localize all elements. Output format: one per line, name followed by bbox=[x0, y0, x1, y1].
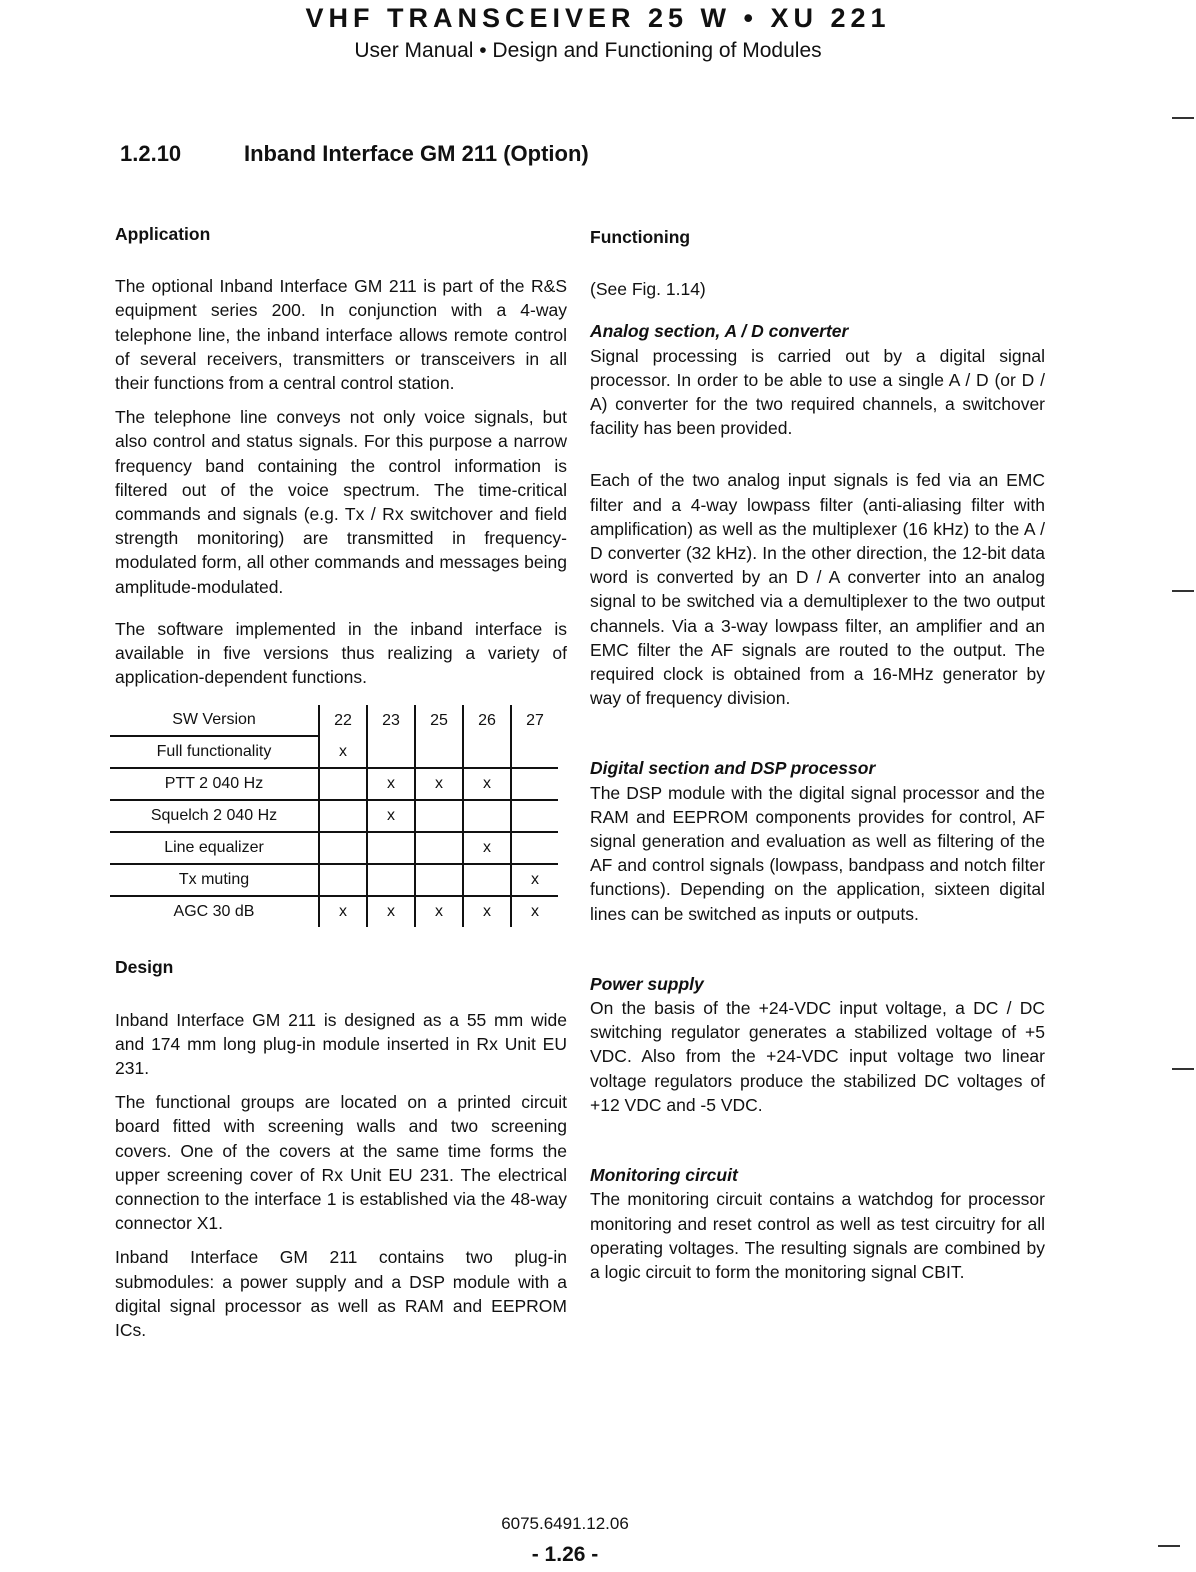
analog-section-heading: Analog section, A / D converter bbox=[590, 321, 849, 342]
row-mark bbox=[319, 832, 367, 864]
row-label: Squelch 2 040 Hz bbox=[110, 800, 319, 832]
scan-margin-mark bbox=[1172, 117, 1194, 119]
row-mark: x bbox=[463, 768, 511, 800]
sw-version-table bbox=[110, 705, 558, 927]
row-mark bbox=[463, 736, 511, 768]
design-paragraph-3: Inband Interface GM 211 contains two plug-in submodules: a power supply and a DSP module with a digital signal processor as well as RAM and EEPROM ICs. bbox=[115, 1247, 567, 1341]
functioning-heading: Functioning bbox=[590, 227, 691, 247]
row-mark bbox=[511, 768, 558, 800]
row-mark bbox=[463, 864, 511, 896]
row-label: Tx muting bbox=[110, 864, 319, 896]
scan-margin-mark bbox=[1158, 1545, 1180, 1547]
row-mark bbox=[511, 736, 558, 768]
table-row bbox=[110, 800, 558, 832]
scan-margin-mark bbox=[1172, 1068, 1194, 1070]
row-mark: x bbox=[511, 896, 558, 927]
page-number: - 1.26 - bbox=[531, 1543, 599, 1566]
row-mark bbox=[415, 736, 463, 768]
table-row bbox=[110, 736, 558, 768]
row-label: Full functionality bbox=[110, 736, 319, 768]
row-mark bbox=[463, 800, 511, 832]
section-number: 1.2.10 bbox=[120, 141, 182, 166]
see-figure-reference: (See Fig. 1.14) bbox=[590, 279, 706, 300]
row-mark bbox=[415, 832, 463, 864]
application-paragraph-1: The optional Inband Interface GM 211 is part of the R&S equipment series 200. In conjunction with a 4-way telephone line, the inband interface allows remote control of several receivers, transmitters or transceivers in all their functions from a central control station. bbox=[115, 276, 567, 394]
table-row bbox=[110, 832, 558, 864]
row-mark bbox=[319, 864, 367, 896]
row-mark: x bbox=[367, 768, 415, 800]
row-label: Line equalizer bbox=[110, 832, 319, 864]
digital-paragraph: The DSP module with the digital signal processor and the RAM and EEPROM components provides for control, AF signal generation and evaluation as well as filtering of the AF and control signals (lowpass, bandpass and notch filter functions). Depending on the application, sixteen digital lines can be switched as inputs or outputs. bbox=[590, 782, 1045, 924]
row-mark: x bbox=[415, 896, 463, 927]
row-mark bbox=[319, 800, 367, 832]
row-mark: x bbox=[367, 896, 415, 927]
row-mark bbox=[367, 832, 415, 864]
row-mark bbox=[415, 800, 463, 832]
table-row bbox=[110, 864, 558, 896]
left-column bbox=[115, 222, 567, 1342]
row-mark bbox=[367, 864, 415, 896]
application-paragraph-3: The software implemented in the inband interface is available in five versions thus realizing a variety of application-dependent functions. bbox=[115, 618, 567, 688]
digital-section-heading: Digital section and DSP processor bbox=[590, 758, 876, 779]
row-mark: x bbox=[511, 864, 558, 896]
application-heading: Application bbox=[115, 224, 211, 244]
version-27: 27 bbox=[511, 705, 558, 736]
version-26: 26 bbox=[463, 705, 511, 736]
power-supply-heading: Power supply bbox=[590, 973, 704, 994]
version-22: 22 bbox=[319, 705, 367, 736]
design-paragraph-2: The functional groups are located on a printed circuit board fitted with screening walls and two screening covers. One of the covers at the same time forms the upper screening cover of Rx Unit EU 231. The electrical connection to the interface 1 is established via the 48-way connector X1. bbox=[115, 1092, 567, 1234]
row-mark bbox=[319, 768, 367, 800]
row-mark: x bbox=[463, 896, 511, 927]
right-column bbox=[590, 225, 1045, 1284]
application-paragraph-2: The telephone line conveys not only voice signals, but also control and status signals. For this purpose a narrow frequency band containing the control information is filtered out of the voice spectrum. The time-critical commands and signals (e.g. Tx / Rx switchover and field strength monitoring) are transmitted in frequency-modulated form, all other commands and messages being amplitude-modulated. bbox=[115, 407, 567, 597]
table-header-row bbox=[110, 705, 558, 736]
document-code: 6075.6491.12.06 bbox=[501, 1514, 629, 1533]
row-label: PTT 2 040 Hz bbox=[110, 768, 319, 800]
manual-subtitle: User Manual • Design and Functioning of Modules bbox=[354, 39, 822, 62]
row-mark bbox=[511, 832, 558, 864]
analog-paragraph-1: Signal processing is carried out by a digital signal processor. In order to be able to use a single A / D (or D / A) converter for the two required channels, a switchover facility has been provided. bbox=[590, 345, 1045, 439]
section-title: Inband Interface GM 211 (Option) bbox=[244, 141, 589, 166]
version-25: 25 bbox=[415, 705, 463, 736]
monitoring-paragraph: The monitoring circuit contains a watchdog for processor monitoring and reset control as well as test circuitry for all operating voltages. The resulting signals are combined by a logic circuit to form the monitoring signal CBIT. bbox=[590, 1189, 1045, 1282]
row-mark: x bbox=[319, 736, 367, 768]
scan-margin-mark bbox=[1172, 590, 1194, 592]
monitoring-circuit-heading: Monitoring circuit bbox=[590, 1165, 738, 1186]
power-supply-paragraph: On the basis of the +24-VDC input voltage, a DC / DC switching regulator generates a stabilized voltage of +5 VDC. Also from the +24-VDC input voltage two linear voltage regulators produce the stabilized DC voltages of +12 VDC and -5 VDC. bbox=[590, 998, 1045, 1115]
row-mark: x bbox=[319, 896, 367, 927]
table-header-label: SW Version bbox=[110, 705, 319, 736]
design-heading: Design bbox=[115, 957, 174, 978]
version-23: 23 bbox=[367, 705, 415, 736]
table-row bbox=[110, 896, 558, 927]
row-mark: x bbox=[463, 832, 511, 864]
manual-title: VHF TRANSCEIVER 25 W • XU 221 bbox=[305, 3, 891, 33]
design-paragraph-1: Inband Interface GM 211 is designed as a 55 mm wide and 174 mm long plug-in module inserted in Rx Unit EU 231. bbox=[115, 1009, 567, 1079]
row-mark bbox=[511, 800, 558, 832]
analog-paragraph-2: Each of the two analog input signals is fed via an EMC filter and a 4-way lowpass filter (anti-aliasing filter with amplification) as well as the multiplexer (16 kHz) to the A / D converter (32 kHz). In the other direction, the 12-bit data word is converted by an D / A converter into an analog signal to be switched via a demultiplexer to the two output channels. Via a 3-way lowpass filter, an amplifier and an EMC filter the AF signals are routed to the output. The required clock is obtained from a 16-MHz generator by way of frequency division. bbox=[590, 470, 1045, 709]
row-mark: x bbox=[367, 800, 415, 832]
row-label: AGC 30 dB bbox=[173, 903, 255, 921]
row-mark bbox=[367, 736, 415, 768]
table-row bbox=[110, 768, 558, 800]
row-mark: x bbox=[415, 768, 463, 800]
row-mark bbox=[415, 864, 463, 896]
